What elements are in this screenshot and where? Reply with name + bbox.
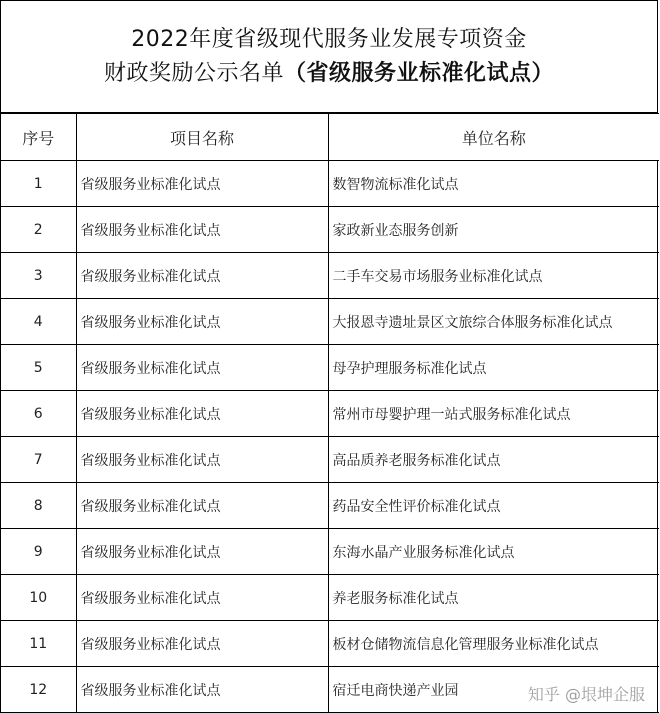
header-serial: 序号: [1, 114, 76, 161]
table-row: [1, 437, 659, 483]
header-unit-name: 单位名称: [328, 114, 659, 161]
header-row: [1, 114, 659, 161]
table-header: [1, 114, 659, 161]
title-line-1: 2022年度省级现代服务业发展专项资金: [131, 26, 527, 52]
table-row: [1, 161, 659, 207]
table-row: [1, 253, 659, 299]
cell-project: 省级服务业标准化试点: [76, 667, 328, 713]
table-row: [1, 391, 659, 437]
cell-unit: 常州市母婴护理一站式服务标准化试点: [328, 391, 659, 437]
table-row: [1, 207, 659, 253]
cell-serial: 9: [1, 529, 76, 575]
cell-serial: 12: [1, 667, 76, 713]
table-row: [1, 299, 659, 345]
cell-unit: 高品质养老服务标准化试点: [328, 437, 659, 483]
cell-project: 省级服务业标准化试点: [76, 575, 328, 621]
cell-project: 省级服务业标准化试点: [76, 437, 328, 483]
cell-unit: 药品安全性评价标准化试点: [328, 483, 659, 529]
cell-unit: 大报恩寺遗址景区文旅综合体服务标准化试点: [328, 299, 659, 345]
cell-project: 省级服务业标准化试点: [76, 621, 328, 667]
table-row: [1, 621, 659, 667]
cell-serial: 3: [1, 253, 76, 299]
list-table: [1, 113, 659, 713]
cell-serial: 11: [1, 621, 76, 667]
cell-unit: 数智物流标准化试点: [328, 161, 659, 207]
cell-project: 省级服务业标准化试点: [76, 529, 328, 575]
cell-project: 省级服务业标准化试点: [76, 161, 328, 207]
title-line-2: [104, 57, 554, 91]
table-row: [1, 483, 659, 529]
cell-unit: 家政新业态服务创新: [328, 207, 659, 253]
cell-project: 省级服务业标准化试点: [76, 483, 328, 529]
cell-serial: 2: [1, 207, 76, 253]
title-line-2-bold: （省级服务业标准化试点）: [284, 60, 555, 86]
table-row: [1, 345, 659, 391]
table-body: [1, 161, 659, 713]
cell-unit: 二手车交易市场服务业标准化试点: [328, 253, 659, 299]
header-project-name: 项目名称: [76, 114, 328, 161]
cell-unit: 板材仓储物流信息化管理服务业标准化试点: [328, 621, 659, 667]
cell-unit: 养老服务标准化试点: [328, 575, 659, 621]
cell-project: 省级服务业标准化试点: [76, 299, 328, 345]
cell-project: 省级服务业标准化试点: [76, 207, 328, 253]
cell-serial: 4: [1, 299, 76, 345]
title-line-2-normal: 财政奖励公示名单: [103, 60, 284, 86]
cell-serial: 10: [1, 575, 76, 621]
cell-serial: 8: [1, 483, 76, 529]
cell-project: 省级服务业标准化试点: [76, 391, 328, 437]
cell-serial: 5: [1, 345, 76, 391]
cell-project: 省级服务业标准化试点: [76, 345, 328, 391]
cell-project: 省级服务业标准化试点: [76, 253, 328, 299]
cell-unit: 东海水晶产业服务标准化试点: [328, 529, 659, 575]
cell-unit: 母孕护理服务标准化试点: [328, 345, 659, 391]
cell-serial: 6: [1, 391, 76, 437]
table-row: [1, 529, 659, 575]
watermark: 知乎 @垠坤企服: [527, 685, 645, 704]
title-area: [1, 1, 657, 113]
cell-unit: 宿迁电商快递产业园: [328, 667, 659, 713]
cell-serial: 7: [1, 437, 76, 483]
table-row: [1, 575, 659, 621]
cell-serial: 1: [1, 161, 76, 207]
